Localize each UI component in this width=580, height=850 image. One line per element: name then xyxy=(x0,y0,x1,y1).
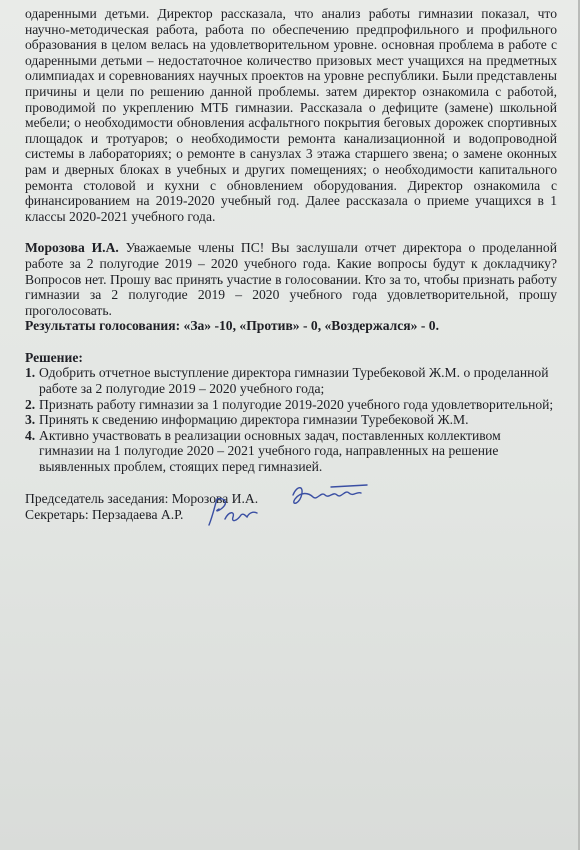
list-item xyxy=(25,412,557,428)
item-number: 2. xyxy=(25,396,36,412)
document-body xyxy=(25,6,557,523)
chair-signature-label: Председатель заседания: Морозова И.А. xyxy=(25,490,259,506)
speech-text: Уважаемые члены ПС! Вы заслушали отчет директора о проделанной работе за 2 полугодие 2019 – 2020 учебного года. Какие вопросы будут к докладчику? Вопросов нет. Прошу вас принять участие в голосовании. Кто за то, чтобы признать работу гимназии за 2 полугодие 2019 – 2020 учебного года удовлетворительной, прошу проголосовать. xyxy=(25,240,558,318)
secretary-signature-line xyxy=(25,507,557,523)
report-paragraph: одаренными детьми. Директор рассказала, что анализ работы гимназии показал, что научно-методическая работа, работа по обеспечению предпрофильного и профильного образования в целом велась на удовлетворительном уровне. основная проблема в работе с одаренными детьми – недостаточное количество призовых мест учащихся на предметных олимпиадах и соревнованиях научных проектов на уровне республики. Были представлены причины и цели по решению данной проблемы. затем директор ознакомила с работой, проводимой по укреплению МТБ гимназии. Рассказала о дефиците (замене) школьной мебели; о необходимости обновления асфальтного покрытия беговых дорожек спортивных площадок и тротуаров; о необходимости ремонта канализационной и водопроводной системы в лабораториях; о ремонте в санузлах 3 этажа старшего звена; о замене оконных рам и дверных блоках в учебных и других помещениях; о необходимости капитального ремонта столовой и кухни с обновлением оборудования. Директор ознакомила с финансированием на 2019-2020 учебный год. Далее рассказала о приеме учащихся в 1 классы 2020-2021 учебного года. xyxy=(25,6,557,224)
chair-signature-line xyxy=(25,491,557,507)
secretary-signature-icon xyxy=(203,495,267,531)
speaker-name: Морозова И.А. xyxy=(25,240,119,256)
decision-list xyxy=(25,365,557,474)
list-item xyxy=(25,428,557,475)
item-text: Принять к сведению информацию директора гимназии Туребековой Ж.М. xyxy=(39,412,469,428)
item-number: 1. xyxy=(25,365,36,381)
secretary-signature-label: Секретарь: Перзадаева А.Р. xyxy=(25,506,184,522)
decision-heading: Решение: xyxy=(25,349,83,365)
voting-results: Результаты голосования: «За» -10, «Против» - 0, «Воздержался» - 0. xyxy=(25,318,439,334)
item-text: Одобрить отчетное выступление директора гимназии Туребековой Ж.М. о проделанной работе за 2 полугодие 2019 – 2020 учебного года; xyxy=(39,365,549,397)
list-item xyxy=(25,397,557,413)
list-item xyxy=(25,365,557,396)
chair-speech xyxy=(25,240,557,318)
item-number: 3. xyxy=(25,412,36,428)
item-text: Признать работу гимназии за 1 полугодие 2019-2020 учебного года удовлетворительной; xyxy=(39,396,554,412)
item-text: Активно участвовать в реализации основных задач, поставленных коллективом гимназии на 1 полугодие 2020 – 2021 учебного года, направленных на решение выявленных проблем, стоящих перед гимназией. xyxy=(39,427,501,475)
item-number: 4. xyxy=(25,427,36,443)
